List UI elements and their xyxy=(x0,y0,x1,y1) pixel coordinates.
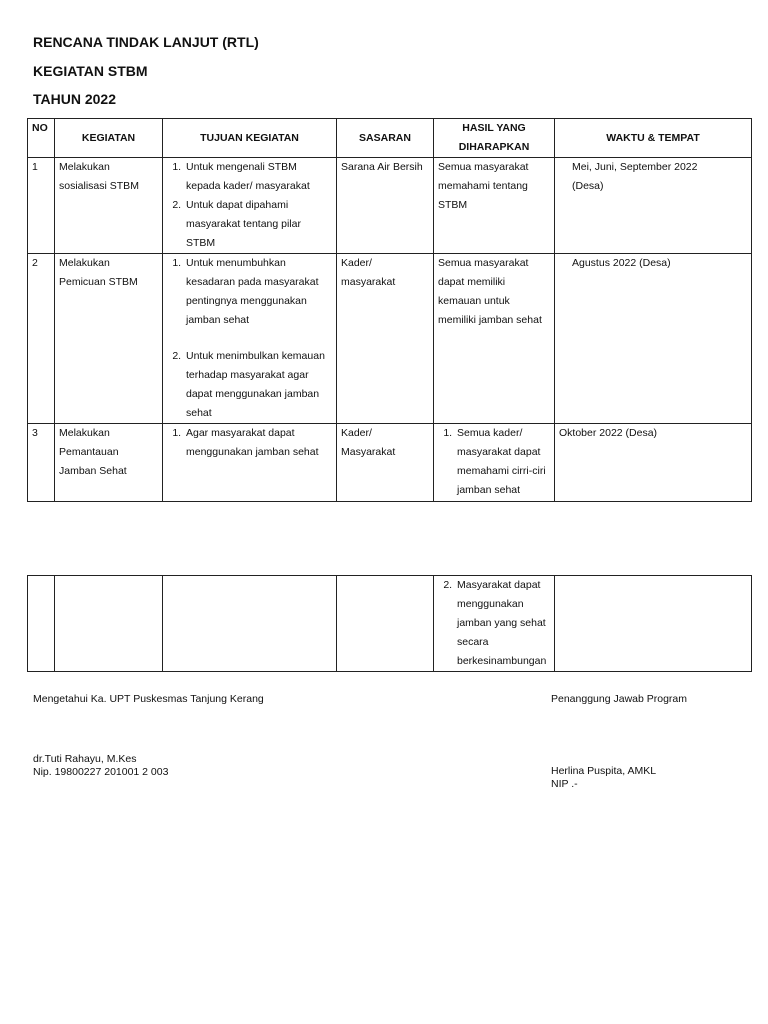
row-kegiatan: Melakukan Pemicuan STBM xyxy=(55,254,163,424)
document-subtitle: KEGIATAN STBM xyxy=(33,63,148,79)
row-sasaran: Kader/ Masyarakat xyxy=(337,424,434,502)
row-kegiatan xyxy=(55,576,163,672)
row-kegiatan: Melakukan sosialisasi STBM xyxy=(55,158,163,254)
signature-left-name: dr.Tuti Rahayu, M.Kes xyxy=(33,753,137,765)
waktu-line1: Agustus 2022 (Desa) xyxy=(572,257,671,269)
row-hasil: Semua masyarakat memahami tentang STBM xyxy=(434,158,555,254)
row-tujuan xyxy=(163,254,337,424)
waktu-line2: (Desa) xyxy=(572,180,604,192)
row-no: 1 xyxy=(28,158,55,254)
signature-right-name: Herlina Puspita, AMKL xyxy=(551,765,657,777)
row-no: 2 xyxy=(28,254,55,424)
row-kegiatan: Melakukan Pemantauan Jamban Sehat xyxy=(55,424,163,502)
header-hasil-line1: HASIL YANG xyxy=(462,122,526,134)
header-tujuan: TUJUAN KEGIATAN xyxy=(163,119,337,158)
table-row xyxy=(28,158,752,254)
row-waktu xyxy=(555,576,752,672)
signature-left-heading: Mengetahui Ka. UPT Puskesmas Tanjung Kerang xyxy=(33,693,264,705)
header-sasaran: SASARAN xyxy=(337,119,434,158)
row-hasil xyxy=(434,424,555,502)
table-row xyxy=(28,424,752,502)
hasil-item: 2. Masyarakat dapat menggunakan jamban yang sehat secara berkesinambungan xyxy=(455,576,550,671)
row-tujuan xyxy=(163,424,337,502)
row-sasaran: Kader/ masyarakat xyxy=(337,254,434,424)
waktu-line1: Mei, Juni, September 2022 xyxy=(572,161,698,173)
row-waktu xyxy=(555,254,752,424)
document-title: RENCANA TINDAK LANJUT (RTL) xyxy=(33,34,259,50)
tujuan-item: 2. Untuk menimbulkan kemauan terhadap masyarakat agar dapat menggunakan jamban sehat xyxy=(184,347,332,423)
header-kegiatan: KEGIATAN xyxy=(55,119,163,158)
hasil-item: 1. Semua kader/ masyarakat dapat memahami cirri-ciri jamban sehat xyxy=(455,424,550,500)
row-sasaran xyxy=(337,576,434,672)
header-hasil xyxy=(434,119,555,158)
header-waktu: WAKTU & TEMPAT xyxy=(555,119,752,158)
row-sasaran: Sarana Air Bersih xyxy=(337,158,434,254)
row-no xyxy=(28,576,55,672)
row-waktu xyxy=(555,424,752,502)
row-hasil xyxy=(434,576,555,672)
table-row xyxy=(28,254,752,424)
header-hasil-line2: DIHARAPKAN xyxy=(458,141,530,153)
signature-right-nip: NIP .- xyxy=(551,778,578,790)
rtl-table xyxy=(27,118,752,502)
row-waktu xyxy=(555,158,752,254)
table-header-row xyxy=(28,119,752,158)
tujuan-item: 1. Untuk mengenali STBM kepada kader/ masyarakat xyxy=(184,158,332,196)
signature-right-heading: Penanggung Jawab Program xyxy=(551,693,688,705)
row-tujuan xyxy=(163,158,337,254)
row-tujuan xyxy=(163,576,337,672)
table-row xyxy=(28,576,752,672)
rtl-table-continuation xyxy=(27,575,752,672)
document-year: TAHUN 2022 xyxy=(33,91,116,107)
row-hasil: Semua masyarakat dapat memiliki kemauan untuk memiliki jamban sehat xyxy=(434,254,555,424)
header-no: NO xyxy=(28,119,55,158)
waktu-line1: Oktober 2022 (Desa) xyxy=(559,427,658,439)
tujuan-item: 1. Untuk menumbuhkan kesadaran pada masyarakat pentingnya menggunakan jamban sehat xyxy=(184,254,332,330)
row-no: 3 xyxy=(28,424,55,502)
tujuan-item: 2. Untuk dapat dipahami masyarakat tentang pilar STBM xyxy=(184,196,332,253)
signature-left-nip: Nip. 19800227 201001 2 003 xyxy=(33,766,169,778)
tujuan-item: 1. Agar masyarakat dapat menggunakan jamban sehat xyxy=(184,424,332,462)
